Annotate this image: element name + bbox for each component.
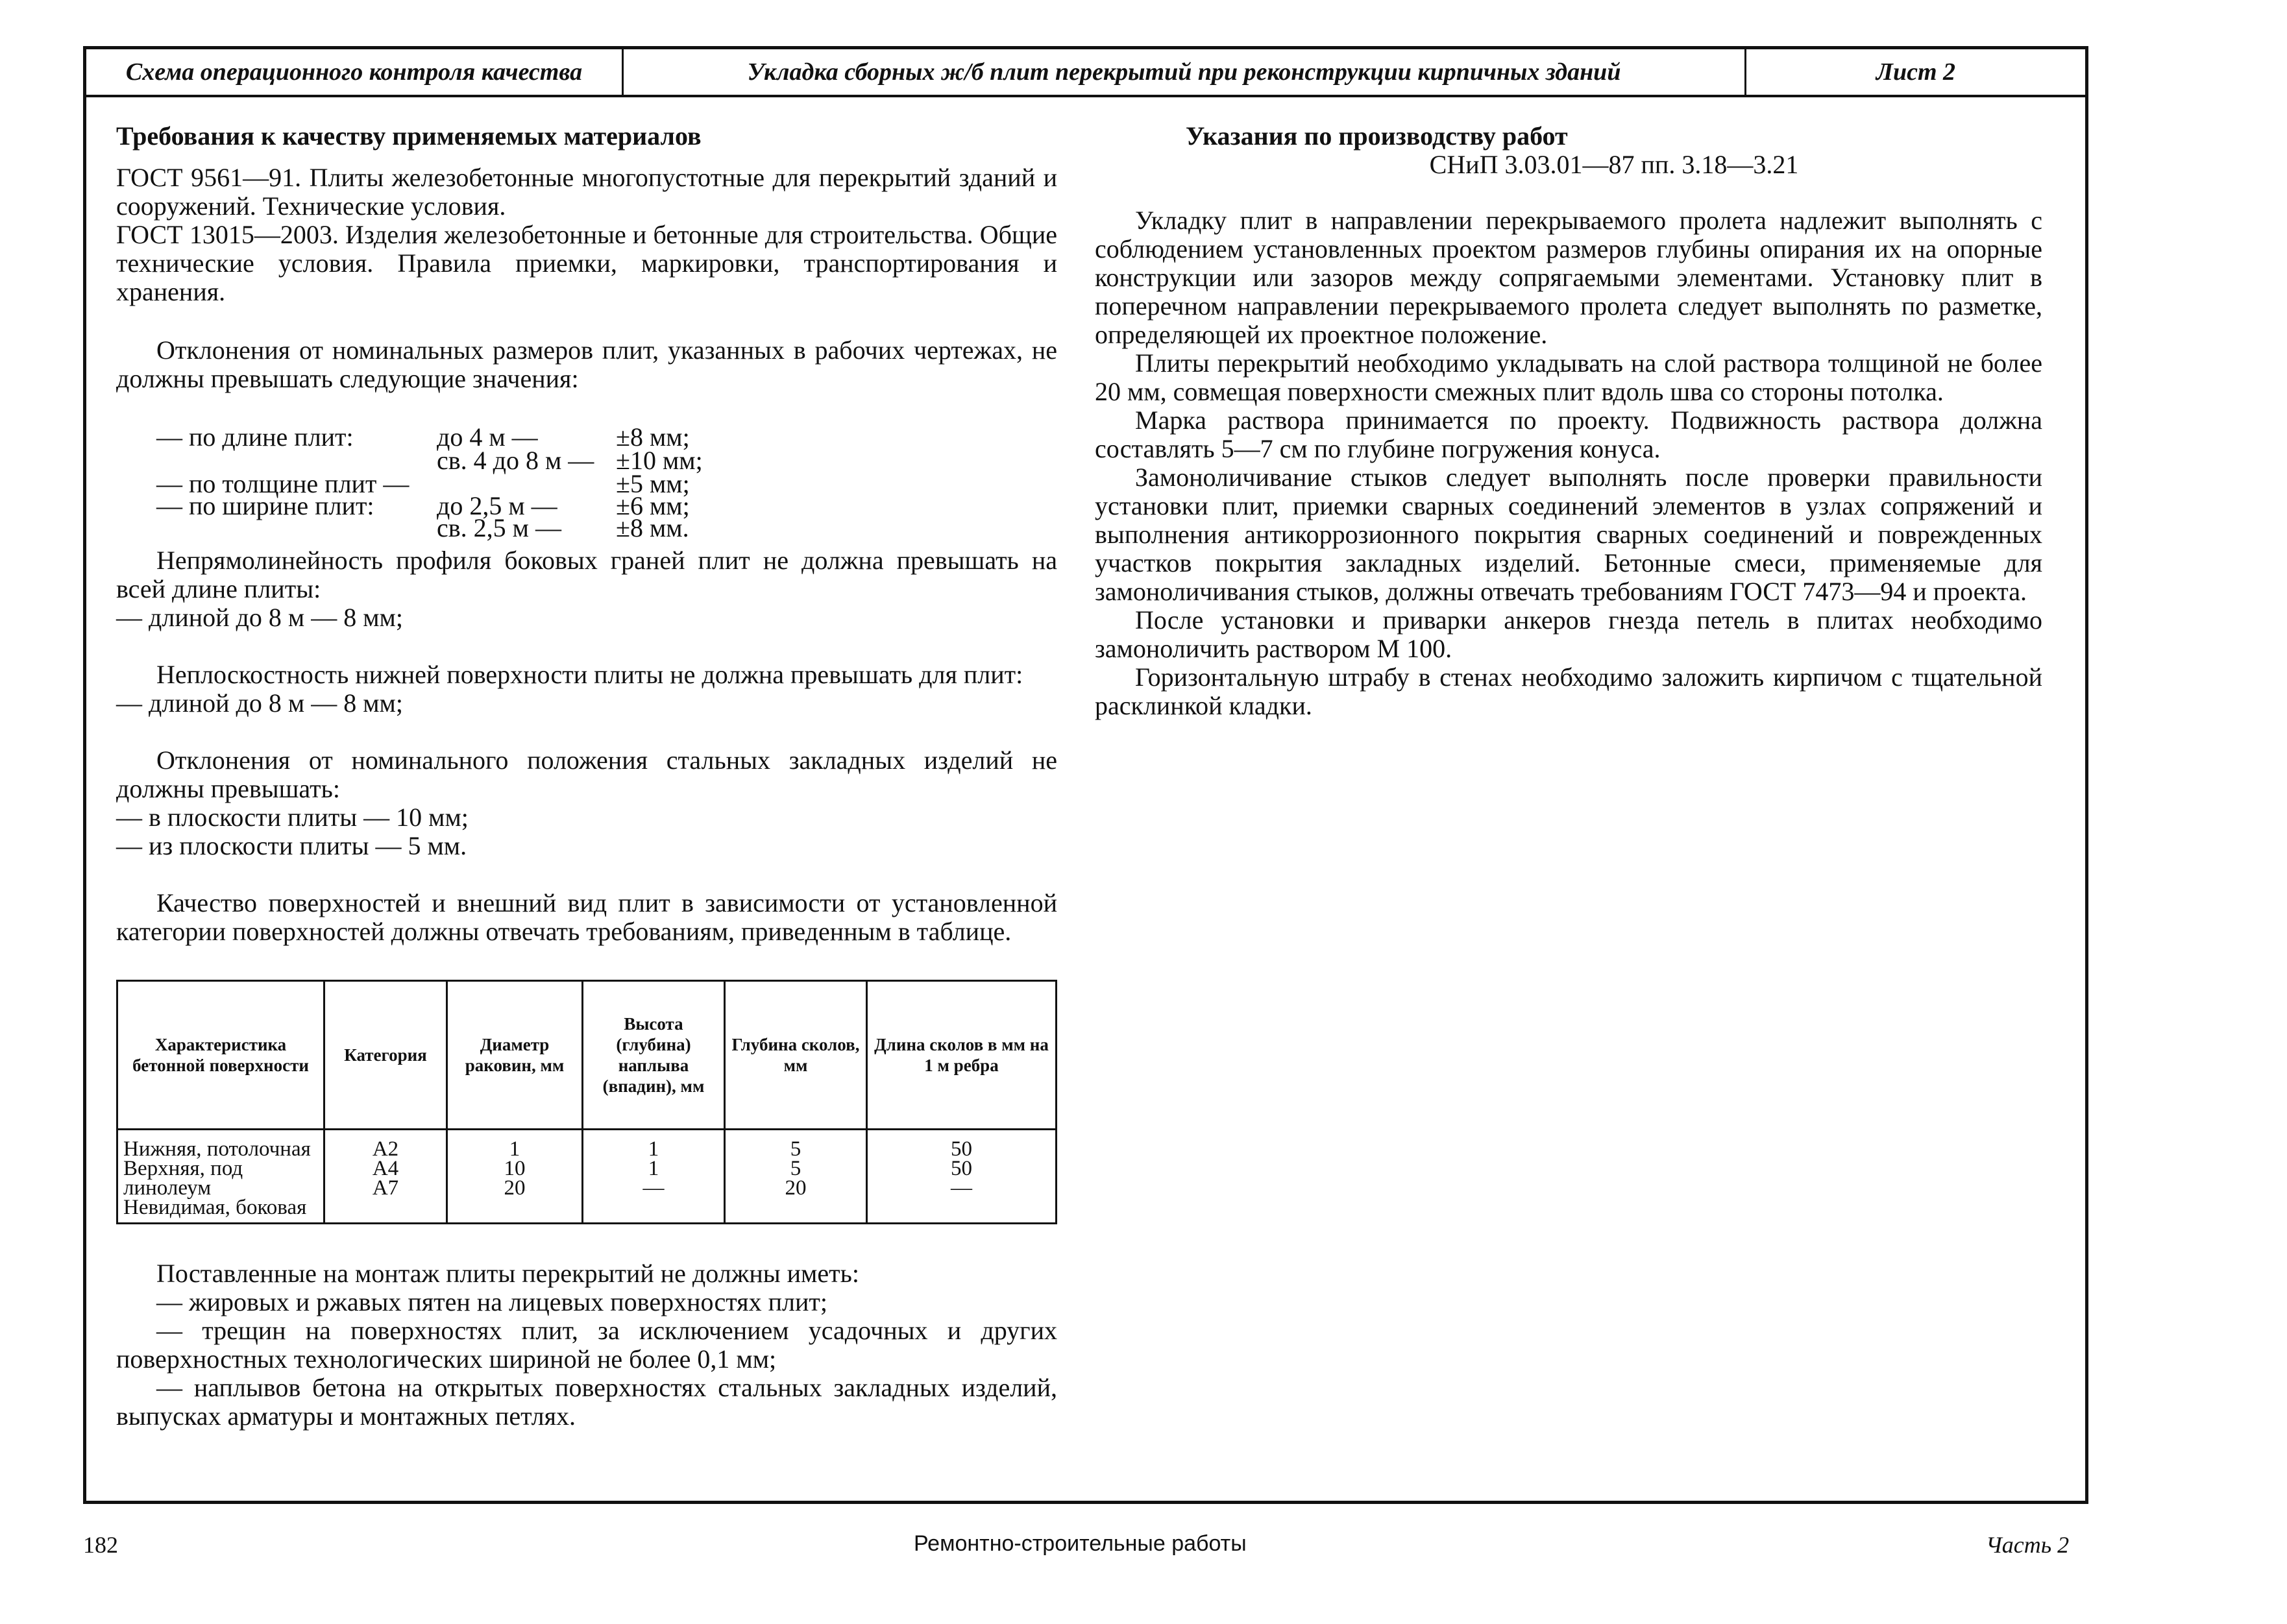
table-header-row	[117, 981, 1057, 1130]
table-cell: 20	[785, 1176, 807, 1200]
gost-9561: ГОСТ 9561—91. Плиты железобетонные многопустотные для перекрытий зданий и сооружений. Технические условия.	[116, 163, 1057, 221]
table-cell: 5	[790, 1137, 801, 1161]
flatness-limit: — длиной до 8 м — 8 мм;	[116, 688, 403, 718]
table-cell: —	[642, 1176, 665, 1200]
footer-part: Часть 2	[1986, 1532, 2070, 1558]
table-header: Диаметр раковин, мм	[447, 981, 583, 1130]
table-cell: А2	[372, 1137, 399, 1161]
gost-13015: ГОСТ 13015—2003. Изделия железобетонные и бетонные для строительства. Общие технические условия. Правила приемки, маркировки, транспортирования и хранения.	[116, 220, 1057, 306]
instruction-mortar-bed: Плиты перекрытий необходимо укладывать на слой раствора толщиной не более 20 мм, совмещая поверхности смежных плит вдоль шва со стороны потолка.	[1095, 348, 2042, 406]
size-deviation-intro: Отклонения от номинальных размеров плит, указанных в рабочих чертежах, не должны превышать следующие значения:	[116, 335, 1057, 393]
tol-thickness-label: — по толщине плит —	[156, 469, 410, 498]
embedded-parts-text: Отклонения от номинального положения стальных закладных изделий не должны превышать:	[116, 745, 1057, 803]
instruction-joint-grouting: Замоноличивание стыков следует выполнять после проверки правильности установки плит, приемки сварных соединений элементов в узлах сопряжений и выполнения антикоррозионного покрытия сварных соединений и поврежденных участков покрытия закладных изделий. Бетонные смеси, применяемые для замоноличивания стыков, должны отвечать требованиям ГОСТ 7473—94 и проекта.	[1095, 463, 2042, 606]
table-cell: Верхняя, под линолеум	[123, 1157, 243, 1200]
defect-stains: — жировых и ржавых пятен на лицевых поверхностях плит;	[156, 1287, 827, 1316]
table-cell: 50	[951, 1157, 972, 1180]
work-instructions-heading: Указания по производству работ	[1186, 121, 1568, 151]
table-cell: 5	[790, 1157, 801, 1180]
tol-length-value-1: ±8 мм;	[616, 422, 690, 452]
table-cell-multiline	[324, 1130, 447, 1224]
instruction-anchors: После установки и приварки анкеров гнезда петель в плитах необходимо замоноличить раствором М 100.	[1095, 605, 2042, 663]
header-bar	[86, 49, 2085, 97]
table-cell-multiline	[117, 1130, 324, 1224]
table-cell: Нижняя, потолочная	[123, 1137, 311, 1161]
tol-length-label: — по длине плит:	[156, 422, 354, 452]
table-header: Длина сколов в мм на 1 м ребра	[867, 981, 1057, 1130]
page-number: 182	[83, 1532, 118, 1558]
flatness-text: Неплоскостность нижней поверхности плиты не должна превышать для плит:	[156, 660, 1023, 689]
surface-quality-text: Качество поверхностей и внешний вид плит в зависимости от установленной категории поверхностей должны отвечать требованиям, приведенным в таблице.	[116, 888, 1057, 946]
table-header: Характеристика бетонной поверхности	[117, 981, 324, 1130]
tol-width-value-1: ±6 мм;	[616, 491, 690, 520]
table-cell: 10	[504, 1157, 526, 1180]
tolerance-list	[116, 422, 1057, 542]
instruction-mortar-grade: Марка раствора принимается по проекту. Подвижность раствора должна составлять 5—7 см по глубине погружения конуса.	[1095, 406, 2042, 463]
straightness-text: Непрямолинейность профиля боковых граней плит не должна превышать на всей длине плиты:	[116, 546, 1057, 603]
surface-quality-table	[116, 980, 1057, 1224]
table-header: Высота (глубина) наплыва (впадин), мм	[583, 981, 725, 1130]
tol-thickness-value: ±5 мм;	[616, 469, 690, 498]
instruction-chase: Горизонтальную штрабу в стенах необходимо заложить кирпичом с тщательной расклинкой кладки.	[1095, 662, 2042, 720]
table-cell-multiline	[867, 1130, 1057, 1224]
defect-cracks: — трещин на поверхностях плит, за исключением усадочных и других поверхностных технологических шириной не более 0,1 мм;	[116, 1316, 1057, 1374]
right-column	[1095, 122, 2042, 720]
tol-length-4-to-8: св. 4 до 8 м —	[437, 446, 594, 475]
tol-width-label: — по ширине плит:	[156, 491, 374, 520]
embedded-out-of-plane: — из плоскости плиты — 5 мм.	[116, 831, 467, 860]
tol-width-over-2-5: св. 2,5 м —	[437, 513, 561, 542]
table-cell: 20	[504, 1176, 526, 1200]
table-cell-multiline	[583, 1130, 725, 1224]
defect-overflows: — наплывов бетона на открытых поверхностях стальных закладных изделий, выпусках арматуры и монтажных петлях.	[116, 1373, 1057, 1431]
table-cell-multiline	[725, 1130, 867, 1224]
table-header: Категория	[324, 981, 447, 1130]
table-cell: 1	[648, 1157, 659, 1180]
table-cell-multiline	[447, 1130, 583, 1224]
header-title: Укладка сборных ж/б плит перекрытий при реконструкции кирпичных зданий	[624, 49, 1746, 95]
page-frame	[83, 46, 2088, 1504]
embedded-in-plane: — в плоскости плиты — 10 мм;	[116, 803, 469, 832]
footer-center: Ремонтно-строительные работы	[914, 1531, 1247, 1556]
left-column	[116, 122, 1057, 1431]
materials-heading: Требования к качеству применяемых материалов	[116, 121, 702, 151]
table-cell: А4	[372, 1157, 399, 1180]
sheet-number: Лист 2	[1876, 58, 1956, 86]
header-left: Схема операционного контроля качества	[86, 49, 624, 95]
table-cell: 1	[648, 1137, 659, 1161]
table-header: Глубина сколов, мм	[725, 981, 867, 1130]
tol-length-up-to-4: до 4 м —	[437, 422, 538, 452]
defects-intro: Поставленные на монтаж плиты перекрытий не должны иметь:	[156, 1259, 859, 1288]
table-row	[117, 1130, 1057, 1224]
table-cell: —	[951, 1176, 972, 1200]
table-cell: А7	[372, 1176, 399, 1200]
instruction-placement: Укладку плит в направлении перекрываемого пролета надлежит выполнять с соблюдением установленных проектом размеров глубины опирания их на опорные конструкции или зазоров между сопрягаемыми элементами. Установку плит в поперечном направлении перекрываемого пролета следует выполнять по разметке, определяющей их проектное положение.	[1095, 206, 2042, 349]
tol-width-up-to-2-5: до 2,5 м —	[437, 491, 557, 520]
table-cell: 50	[951, 1137, 972, 1161]
table-cell: 1	[509, 1137, 520, 1161]
tol-width-value-2: ±8 мм.	[616, 513, 689, 542]
snip-reference: СНиП 3.03.01—87 пп. 3.18—3.21	[1429, 150, 1799, 179]
table-cell: Невидимая, боковая	[123, 1196, 307, 1219]
straightness-limit: — длиной до 8 м — 8 мм;	[116, 603, 403, 632]
tol-length-value-2: ±10 мм;	[616, 446, 703, 475]
